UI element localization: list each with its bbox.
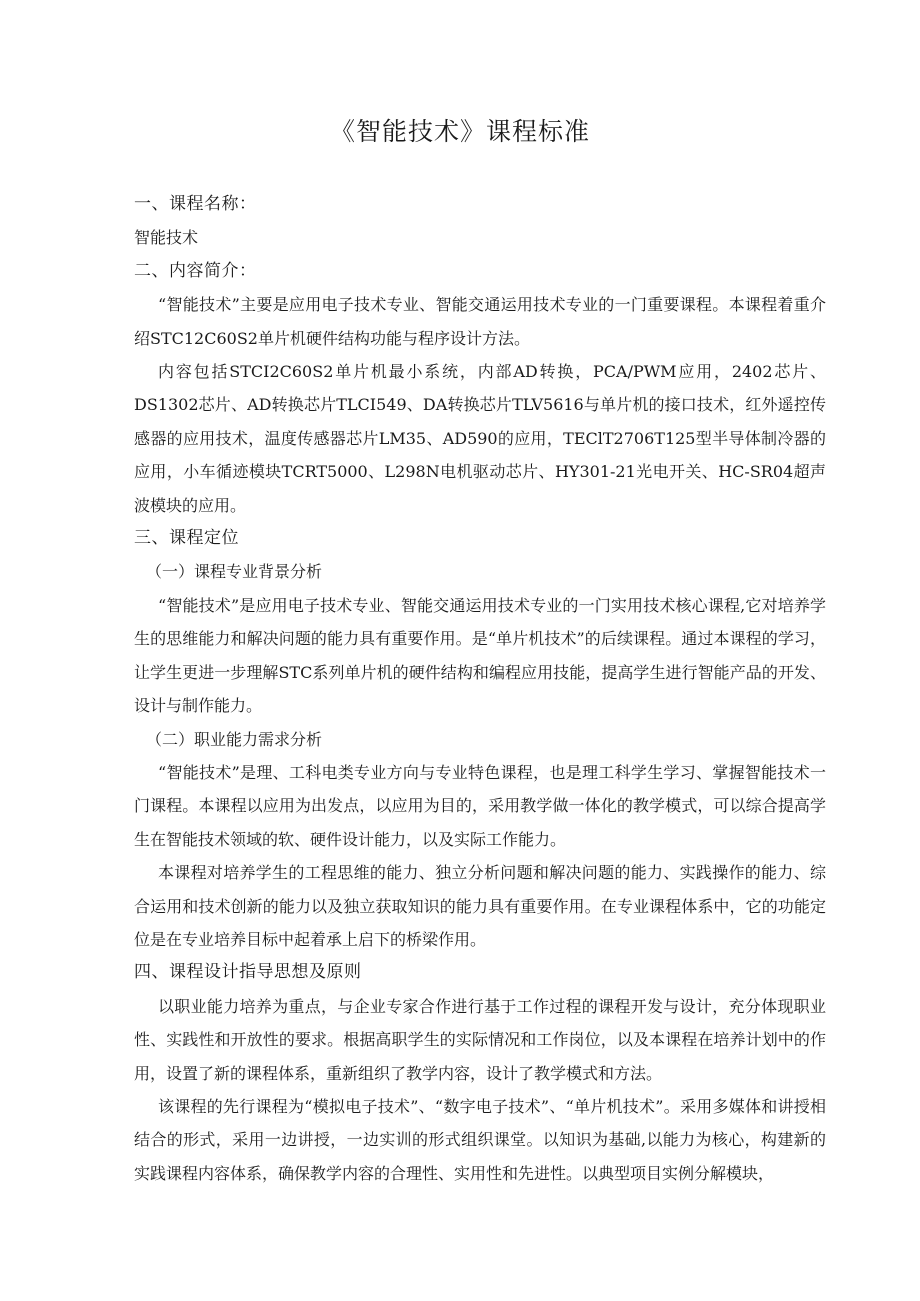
paragraph: 该课程的先行课程为“模拟电子技术”、“数字电子技术”、“单片机技术”。采用多媒体和讲授相结合的形式，采用一边讲授，一边实训的形式组织课堂。以知识为基础,以能力为核心，构建新的实践课程内容体系，确保教学内容的合理性、实用性和先进性。以典型项目实例分解模块， [134, 1096, 826, 1183]
paragraph: 本课程对培养学生的工程思维的能力、独立分析问题和解决问题的能力、实践操作的能力、综合运用和技术创新的能力以及独立获取知识的能力具有重要作用。在专业课程体系中，它的功能定位是在专业培养目标中起着承上启下的桥梁作用。 [134, 863, 826, 949]
paragraph: “智能技术”是应用电子技术专业、智能交通运用技术专业的一门实用技术核心课程,它对培养学生的思维能力和解决问题的能力具有重要作用。是“单片机技术”的后续课程。通过本课程的学习，让学生更进一步理解STC系列单片机的硬件结构和编程应用技能，提高学生进行智能产品的开发、设计与制作能力。 [134, 595, 826, 716]
paragraph: 以职业能力培养为重点，与企业专家合作进行基于工作过程的课程开发与设计，充分体现职业性、实践性和开放性的要求。根据高职学生的实际情况和工作岗位，以及本课程在培养计划中的作用，设置了新的课程体系，重新组织了教学内容，设计了教学模式和方法。 [134, 996, 826, 1083]
course-name: 智能技术 [134, 228, 199, 248]
section-heading-3: 三、课程定位 [134, 528, 239, 549]
section-heading-2: 二、内容简介： [134, 260, 257, 281]
subsection-heading-1: （一）课程专业背景分析 [146, 562, 323, 582]
subsection-heading-2: （二）职业能力需求分析 [146, 729, 323, 749]
document-title: 《智能技术》课程标准 [329, 117, 590, 146]
paragraph: “智能技术”主要是应用电子技术专业、智能交通运用技术专业的一门重要课程。本课程着重介绍STC12C60S2单片机硬件结构功能与程序设计方法。 [134, 295, 826, 348]
section-heading-4: 四、课程设计指导思想及原则 [134, 962, 362, 983]
document-body [134, 188, 826, 1190]
section-heading-1: 一、课程名称： [134, 194, 257, 214]
paragraph: 内容包括STCI2C60S2单片机最小系统，内部AD转换，PCA/PWM应用，2402芯片、DS1302芯片、AD转换芯片TLCI549、DA转换芯片TLV5616与单片机的接口技术，红外遥控传感器的应用技术，温度传感器芯片LM35、AD590的应用，TEClT2706T125型半导体制冷器的应用，小车循迹模块TCRT5000、L298N电机驱动芯片、HY301-21光电开关、HC-SR04超声波模块的应用。 [134, 362, 826, 515]
paragraph: “智能技术”是理、工科电类专业方向与专业特色课程，也是理工科学生学习、掌握智能技术一门课程。本课程以应用为出发点，以应用为目的，采用教学做一体化的教学模式，可以综合提高学生在智能技术领域的软、硬件设计能力，以及实际工作能力。 [134, 762, 826, 849]
